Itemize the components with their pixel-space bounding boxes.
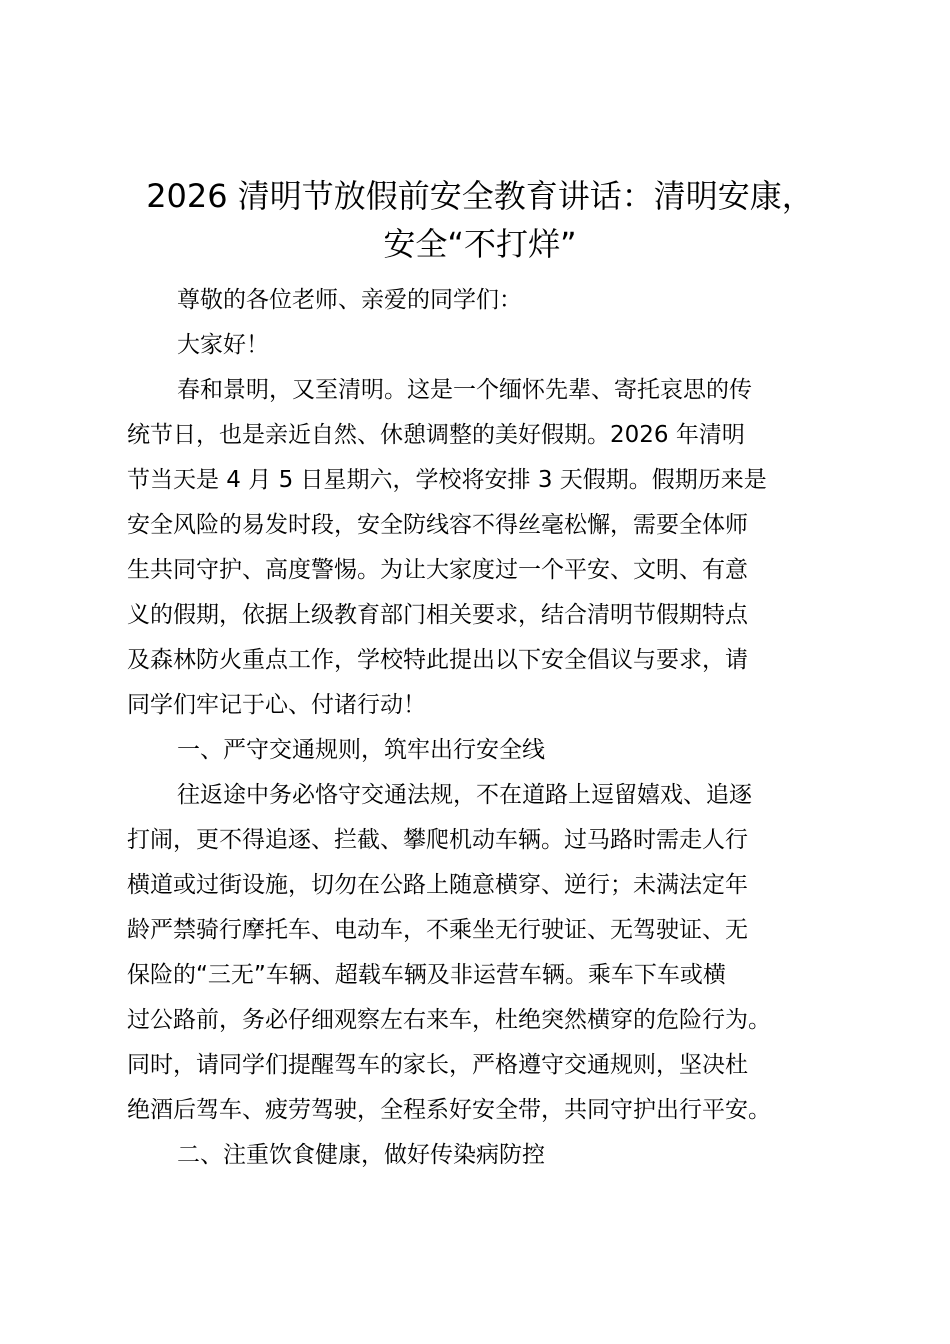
paragraph-line: 春和景明，又至清明。这是一个缅怀先辈、寄托哀思的传 <box>177 377 752 403</box>
paragraph-line: 安全风险的易发时段，安全防线容不得丝毫松懈，需要全体师 <box>127 512 748 538</box>
paragraph-line: 打闹，更不得追逐、拦截、攀爬机动车辆。过马路时需走人行 <box>127 827 748 853</box>
paragraph-line: 横道或过街设施，切勿在公路上随意横穿、逆行；未满法定年 <box>127 872 748 898</box>
paragraph-line: 同时，请同学们提醒驾车的家长，严格遵守交通规则，坚决杜 <box>127 1052 748 1078</box>
section-heading-1: 一、严守交通规则，筑牢出行安全线 <box>177 737 545 763</box>
salutation: 尊敬的各位老师、亲爱的同学们： <box>177 287 522 313</box>
paragraph-line: 保险的“三无”车辆、超载车辆及非运营车辆。乘车下车或横 <box>127 962 726 988</box>
greeting: 大家好！ <box>177 332 269 358</box>
paragraph-line: 节当天是 4 月 5 日星期六，学校将安排 3 天假期。假期历来是 <box>127 467 767 493</box>
section-heading-2: 二、注重饮食健康，做好传染病防控 <box>177 1142 545 1168</box>
paragraph-line: 义的假期，依据上级教育部门相关要求，结合清明节假期特点 <box>127 602 748 628</box>
paragraph-line: 往返途中务必恪守交通法规，不在道路上逗留嬉戏、追逐 <box>177 782 752 808</box>
paragraph-line: 过公路前，务必仔细观察左右来车，杜绝突然横穿的危险行为。 <box>127 1007 771 1033</box>
paragraph-line: 同学们牢记于心、付诸行动！ <box>127 692 426 718</box>
paragraph-line: 绝酒后驾车、疲劳驾驶，全程系好安全带，共同守护出行平安。 <box>127 1097 771 1123</box>
paragraph-line: 龄严禁骑行摩托车、电动车，不乘坐无行驶证、无驾驶证、无 <box>127 917 748 943</box>
paragraph-line: 生共同守护、高度警惕。为让大家度过一个平安、文明、有意 <box>127 557 748 583</box>
paragraph-line: 统节日，也是亲近自然、休憩调整的美好假期。2026 年清明 <box>127 422 745 448</box>
document-title-line-2: 安全“不打烊” <box>383 225 577 263</box>
paragraph-line: 及森林防火重点工作，学校特此提出以下安全倡议与要求，请 <box>127 647 748 673</box>
document-title-line-1: 2026 清明节放假前安全教育讲话：清明安康， <box>146 177 814 215</box>
document-body <box>127 278 867 1178</box>
